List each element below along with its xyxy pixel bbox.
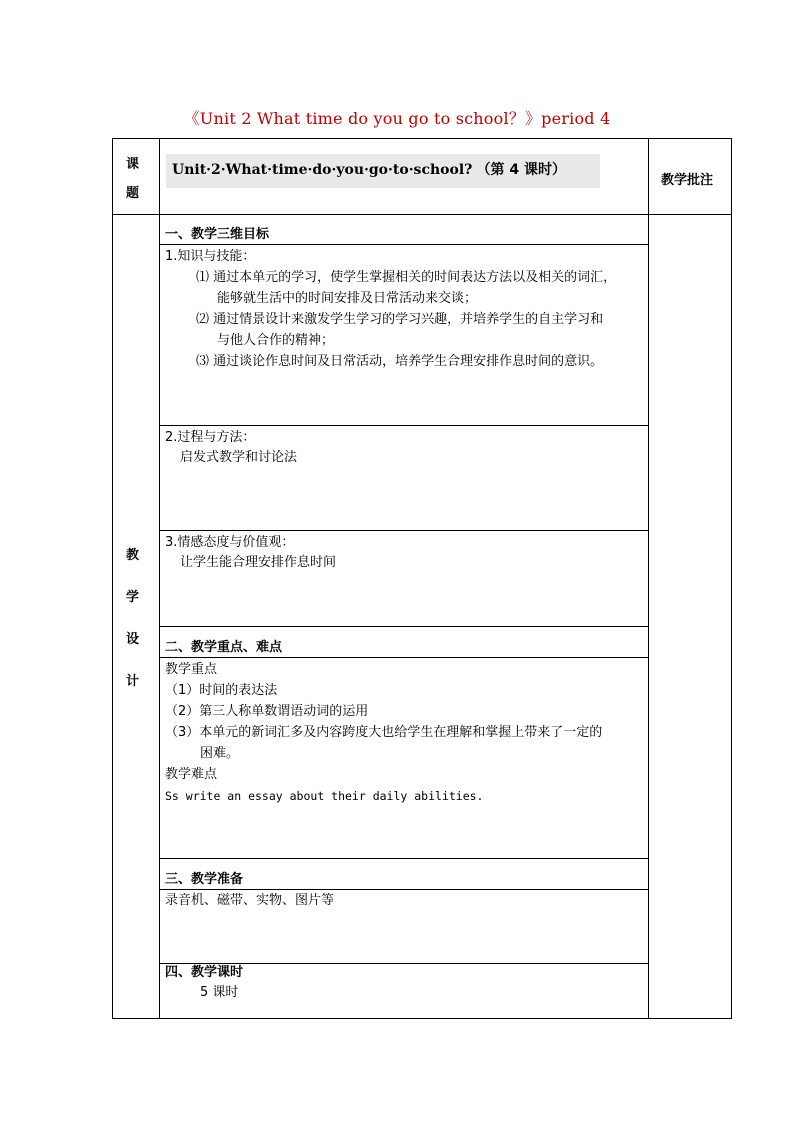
key-point-item: （2）第三人称单数谓语动词的运用 [165, 704, 369, 719]
lesson-title-cn: （第 4 课时） [476, 162, 566, 178]
row-divider [159, 425, 648, 426]
objective-item: ⑵ 通过情景设计来激发学生学习的学习兴趣，并培养学生的自主学习和 [196, 312, 604, 327]
key-point-item-continued: 困难。 [200, 746, 240, 761]
side-label-char: 计 [126, 674, 140, 689]
header-label-ke: 课 [126, 157, 140, 172]
periods-text: 5 课时 [200, 985, 239, 1000]
table-border-bottom [112, 1018, 732, 1019]
header-label-ti: 题 [126, 186, 140, 201]
table-border-right [731, 138, 732, 1019]
table-border-left [112, 138, 113, 1019]
notes-column-header: 教学批注 [661, 173, 714, 188]
side-label-char: 设 [126, 632, 140, 647]
process-text: 启发式教学和讨论法 [180, 450, 298, 465]
section-heading-key-points: 二、教学重点、难点 [165, 640, 283, 655]
attitude-label: 3.情感态度与价值观： [165, 535, 295, 550]
difficult-points-label: 教学难点 [165, 767, 218, 782]
lesson-title [172, 160, 566, 181]
row-divider [159, 858, 648, 859]
side-label-char: 教 [126, 548, 140, 563]
preparation-text: 录音机、磁带、实物、图片等 [165, 893, 335, 908]
attitude-text: 让学生能合理安排作息时间 [180, 555, 337, 570]
objective-item-continued: 与他人合作的精神； [217, 333, 335, 348]
objective-item: ⑴ 通过本单元的学习，使学生掌握相关的时间表达方法以及相关的词汇， [196, 270, 617, 285]
document-title: 《Unit 2 What time do you go to school？》period 4 [183, 109, 611, 128]
row-divider [159, 530, 648, 531]
lesson-title-en: Unit·2·What·time·do·you·go·to·school? [172, 162, 473, 178]
objective-item: ⑶ 通过谈论作息时间及日常活动，培养学生合理安排作息时间的意识。 [196, 354, 604, 369]
header-row-divider [112, 214, 732, 215]
objective-item-continued: 能够就生活中的时间安排及日常活动来交谈； [217, 291, 478, 306]
column-divider-right [648, 138, 649, 1019]
section-heading-objectives: 一、教学三维目标 [165, 227, 270, 242]
key-points-label: 教学重点 [165, 662, 218, 677]
section-heading-periods: 四、教学课时 [165, 965, 244, 980]
side-label-char: 学 [126, 590, 140, 605]
difficult-point-text: Ss write an essay about their daily abilities. [165, 789, 484, 803]
section-heading-preparation: 三、教学准备 [165, 872, 244, 887]
knowledge-label: 1.知识与技能： [165, 249, 256, 264]
column-divider-left [159, 138, 160, 1019]
table-border-top [112, 138, 732, 139]
key-point-item: （1）时间的表达法 [165, 683, 278, 698]
process-label: 2.过程与方法： [165, 430, 256, 445]
key-point-item: （3）本单元的新词汇多及内容跨度大也给学生在理解和掌握上带来了一定的 [165, 725, 603, 740]
row-divider [159, 626, 648, 627]
